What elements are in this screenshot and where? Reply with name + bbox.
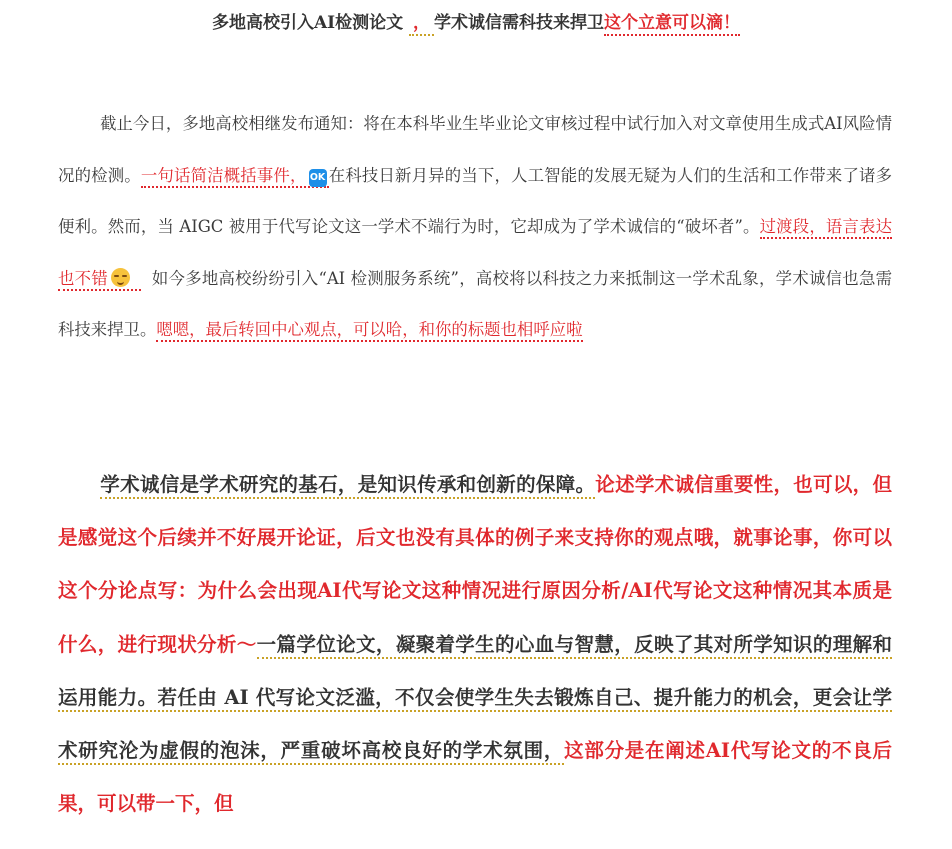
ok-badge-icon: OK	[309, 169, 327, 187]
title-comment: 这个立意可以滴！	[604, 13, 740, 36]
title-comma: ，	[409, 13, 434, 36]
intro-comment-2: 过渡段，语言表达也不错	[58, 217, 892, 291]
intro-comment-3: 嗯嗯，最后转回中心观点，可以哈，和你的标题也相呼应啦	[156, 320, 582, 342]
intro-text-3: 如今多地高校纷纷引入“AI 检测服务系统”，高校将以科技之力来抵制这一学术乱象，学术诚信也急需科技来捍卫。	[58, 268, 893, 339]
title-rest: 学术诚信需科技来捍卫	[434, 13, 605, 33]
title-main: 多地高校引入AI检测论文	[211, 13, 404, 33]
argument-text-1: 学术诚信是学术研究的基石，是知识传承和创新的保障。	[100, 473, 595, 499]
intro-comment-1: 一句话简洁概括事件， OK	[141, 166, 329, 188]
paragraph-intro	[58, 98, 892, 356]
intro-text-2: 在科技日新月异的当下，人工智能的发展无疑为人们的生活和工作带来了诸多便利。然而，当 AIGC 被用于代写论文这一学术不端行为时，它却成为了学术诚信的“破坏者”。	[58, 165, 893, 236]
smiling-face-icon	[111, 268, 130, 287]
intro-text-1: 截止今日，多地高校相继发布通知：将在本科毕业生毕业论文审核过程中试行加入对文章使用生成式AI风险情况的检测。	[58, 114, 892, 185]
paragraph-argument	[58, 458, 892, 830]
argument-comment-2: 这部分是在阐述AI代写论文的不良后果，可以带一下，但	[58, 739, 892, 816]
essay-title	[0, 10, 952, 36]
argument-comment-1: 论述学术诚信重要性，也可以，但是感觉这个后续并不好展开论证，后文也没有具体的例子来支持你的观点哦，就事论事，你可以这个分论点写：为什么会出现AI代写论文这种情况进行原因分析/AI代写论文这种情况其本质是什么，进行现状分析～	[58, 473, 892, 656]
argument-text-2: 一篇学位论文，凝聚着学生的心血与智慧，反映了其对所学知识的理解和运用能力。若任由 AI 代写论文泛滥，不仅会使学生失去锻炼自己、提升能力的机会，更会让学术研究沦为虚假的泡沫，严重破坏高校良好的学术氛围，	[58, 633, 892, 765]
